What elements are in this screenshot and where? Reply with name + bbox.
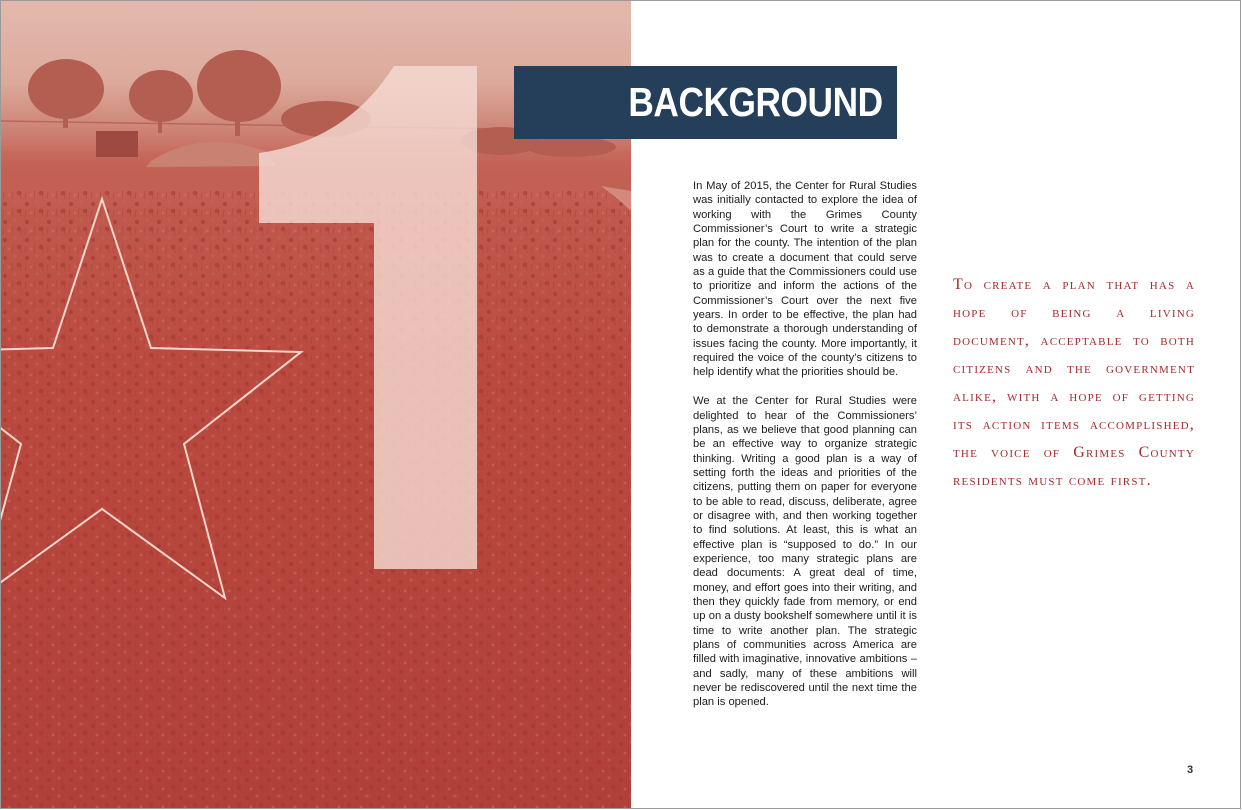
pull-quote: To create a plan that has a hope of being a living document, acceptable to both citizens and the government alike, with a hope of getting its action items accomplished, the voice of Grimes County residents must come first. bbox=[953, 276, 1195, 489]
body-text-column bbox=[693, 179, 917, 724]
section-title-bar bbox=[514, 66, 897, 139]
star-icon bbox=[1, 199, 301, 598]
body-paragraph: In May of 2015, the Center for Rural Studies was initially contacted to explore the idea of working with the Grimes County Commissioner’s Court to write a strategic plan for the county. The intention of the plan was to create a document that could serve as a guide that the Commissioners could use to prioritize and inform the actions of the Commissioner’s Court over the next five years. In order to be effective, the plan had to demonstrate a thorough understanding of issues facing the county. More importantly, it required the voice of the county’s citizens to help identify what the priorities should be. bbox=[693, 180, 917, 379]
page-number: 3 bbox=[1187, 764, 1194, 776]
section-title: BACKGROUND bbox=[628, 79, 883, 125]
body-paragraph: We at the Center for Rural Studies were delighted to hear of the Commissioners’ plans, as we believe that good planning can be an effective way to organize strategic thinking. Writing a good plan is a way of setting forth the ideas and priorities of the citizens, putting them on paper for everyone to be able to read, discuss, deliberate, agree or disagree with, and then working together to find solutions. At least, this is what an effective plan is “supposed to do.” In our experience, too many strategic plans are dead documents: A great deal of time, money, and effort goes into their writing, and then they quickly fade from memory, or end up on a dusty bookshelf somewhere until it is time to write another plan. The strategic plans of communities across America are filled with imaginative, innovative ambitions – and sadly, many of these ambitions will never be rediscovered until the next time the plan is opened. bbox=[693, 395, 917, 709]
